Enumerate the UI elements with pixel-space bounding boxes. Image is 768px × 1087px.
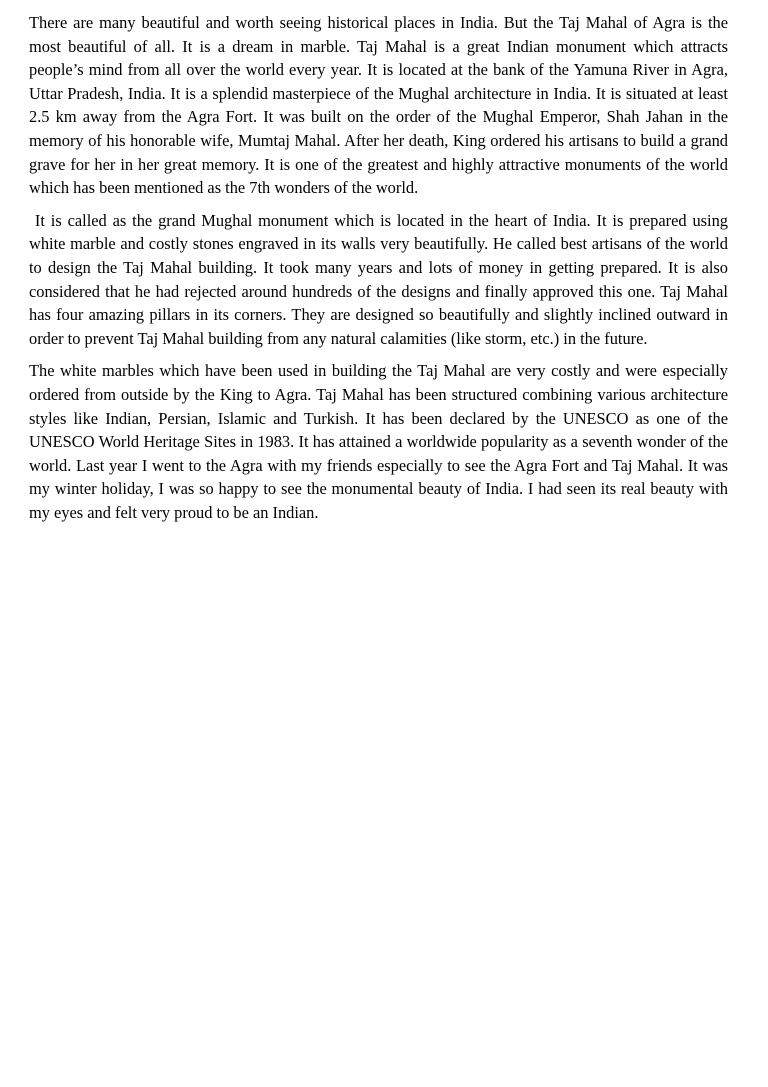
paragraph-2: It is called as the grand Mughal monument which is located in the heart of India. It is prepared using white marble and costly stones engraved in its walls very beautifully. He called best artisans of the world to design the Taj Mahal building. It took many years and lots of money in getting prepared. It is also considered that he had rejected around hundreds of the designs and finally approved this one. Taj Mahal has four amazing pillars in its corners. They are designed so beautifully and slightly inclined outward in order to prevent Taj Mahal building from any natural calamities (like storm, etc.) in the future. — [29, 210, 733, 348]
paragraph-3: The white marbles which have been used in building the Taj Mahal are very costly and were especially ordered from outside by the King to Agra. Taj Mahal has been structured combining various architecture styles like Indian, Persian, Islamic and Turkish. It has been declared by the UNESCO as one of the UNESCO World Heritage Sites in 1983. It has attained a worldwide popularity as a seventh wonder of the world. Last year I went to the Agra with my friends especially to see the Agra Fort and Taj Mahal. It was my winter holiday, I was so happy to see the monumental beauty of India. I had seen its real beauty with my eyes and felt very proud to be an Indian. — [29, 361, 728, 522]
document-page — [29, 11, 733, 533]
paragraph-1: There are many beautiful and worth seeing historical places in India. But the Taj Mahal of Agra is the most beautiful of all. It is a dream in marble. Taj Mahal is a great Indian monument which attracts people’s mind from all over the world every year. It is located at the bank of the Yamuna River in Agra, Uttar Pradesh, India. It is a splendid masterpiece of the Mughal architecture in India. It is situated at least 2.5 km away from the Agra Fort. It was built on the order of the Mughal Emperor, Shah Jahan in the memory of his honorable wife, Mumtaj Mahal. After her death, King ordered his artisans to build a grand grave for her in her great memory. It is one of the greatest and highly attractive monuments of the world which has been mentioned as the 7th wonders of the world. — [29, 13, 733, 198]
